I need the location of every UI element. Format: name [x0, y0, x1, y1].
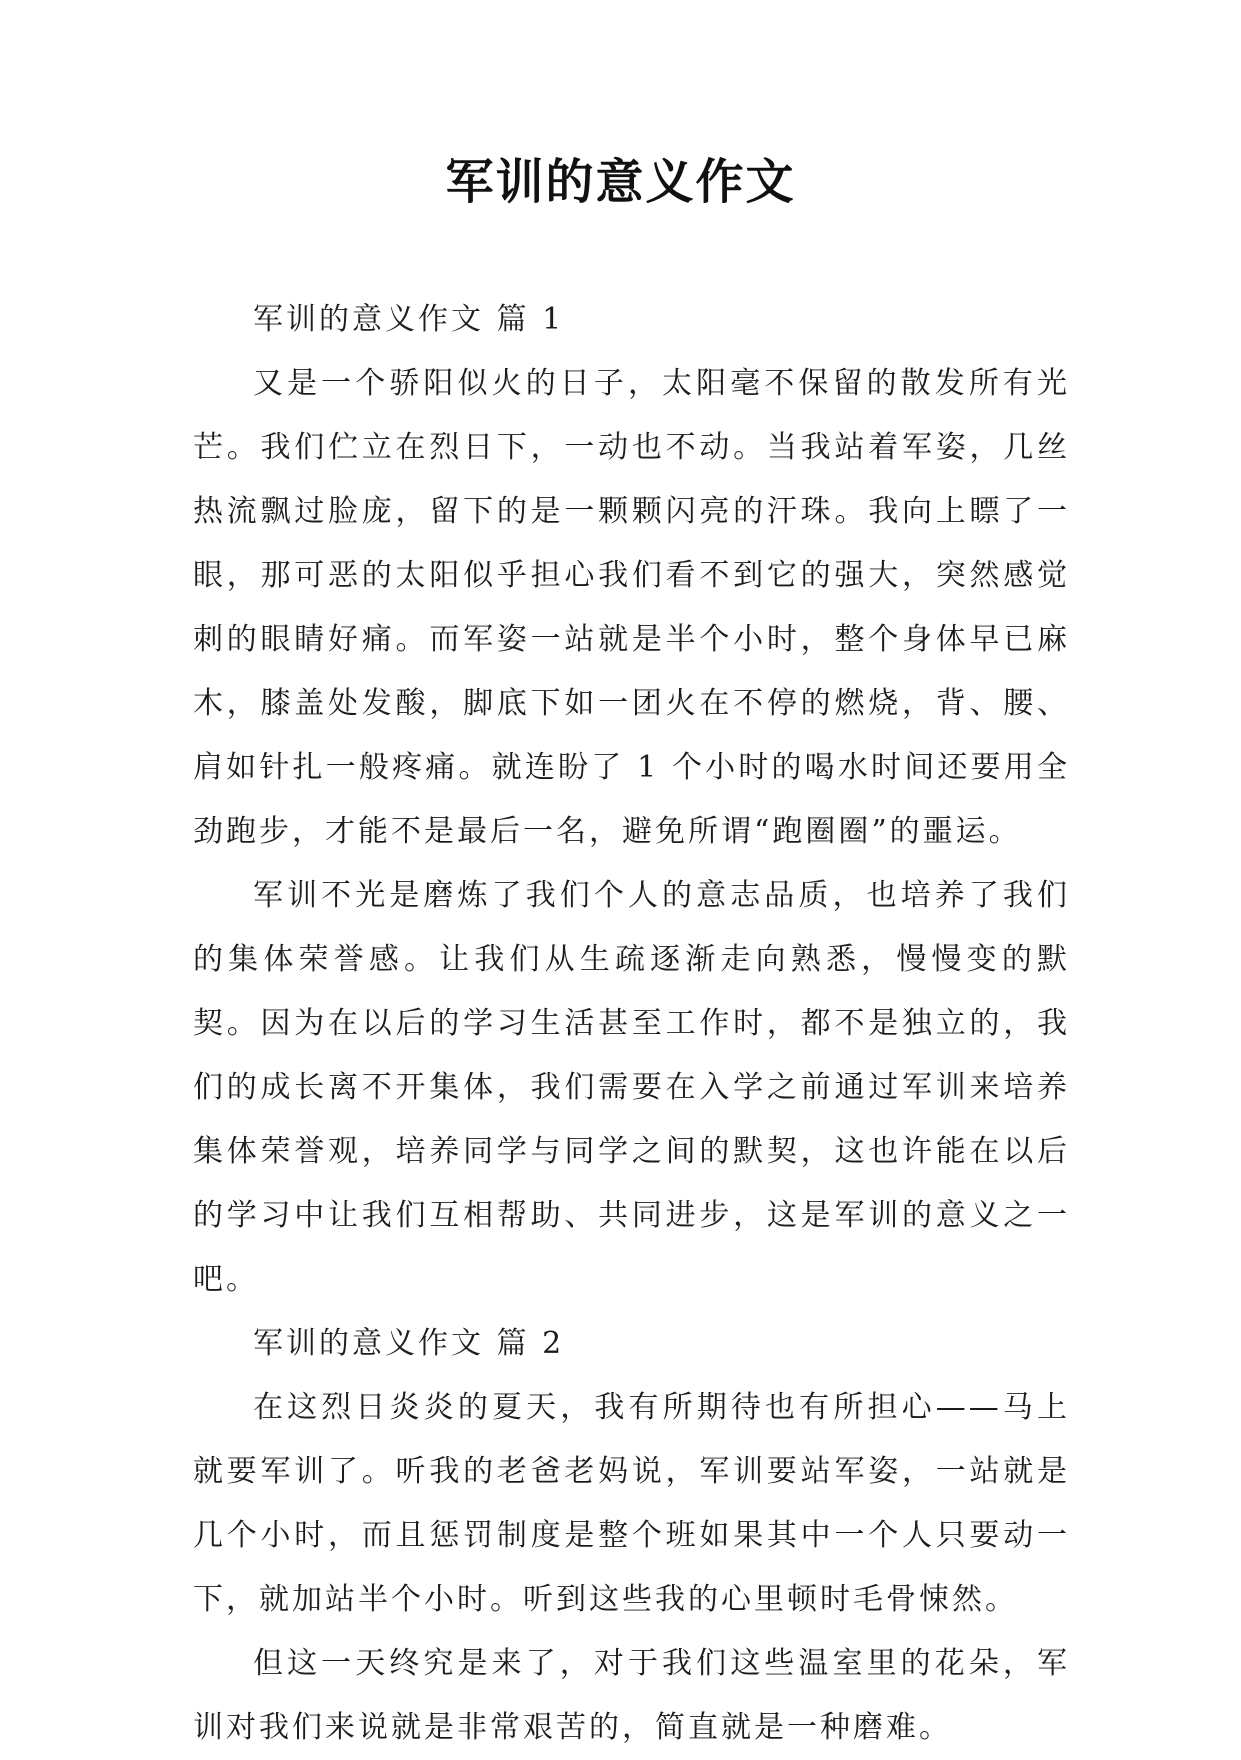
document-body — [193, 288, 1070, 1760]
paragraph: 但这一天终究是来了，对于我们这些温室里的花朵，军训对我们来说就是非常艰苦的，简直就是一种磨难。 — [193, 1646, 1070, 1745]
paragraph: 在这烈日炎炎的夏天，我有所期待也有所担心——马上就要军训了。听我的老爸老妈说，军训要站军姿，一站就是几个小时，而且惩罚制度是整个班如果其中一个人只要动一下，就加站半个小时。听到这些我的心里顿时毛骨悚然。 — [193, 1390, 1070, 1617]
paragraph: 军训不光是磨炼了我们个人的意志品质，也培养了我们的集体荣誉感。让我们从生疏逐渐走向熟悉，慢慢变的默契。因为在以后的学习生活甚至工作时，都不是独立的，我们的成长离不开集体，我们需要在入学之前通过军训来培养集体荣誉观，培养同学与同学之间的默契，这也许能在以后的学习中让我们互相帮助、共同进步，这是军训的意义之一吧。 — [193, 878, 1070, 1297]
section-heading-2: 军训的意义作文 篇 2 — [253, 1326, 565, 1361]
section-heading-1: 军训的意义作文 篇 1 — [253, 302, 565, 337]
document-title: 军训的意义作文 — [445, 154, 796, 210]
paragraph: 又是一个骄阳似火的日子，太阳毫不保留的散发所有光芒。我们伫立在烈日下，一动也不动。当我站着军姿，几丝热流飘过脸庞，留下的是一颗颗闪亮的汗珠。我向上瞟了一眼，那可恶的太阳似乎担心我们看不到它的强大，突然感觉刺的眼睛好痛。而军姿一站就是半个小时，整个身体早已麻木，膝盖处发酸，脚底下如一团火在不停的燃烧，背、腰、肩如针扎一般疼痛。就连盼了 1 个小时的喝水时间还要用全劲跑步，才能不是最后一名，避免所谓“跑圈圈”的噩运。 — [193, 366, 1070, 849]
